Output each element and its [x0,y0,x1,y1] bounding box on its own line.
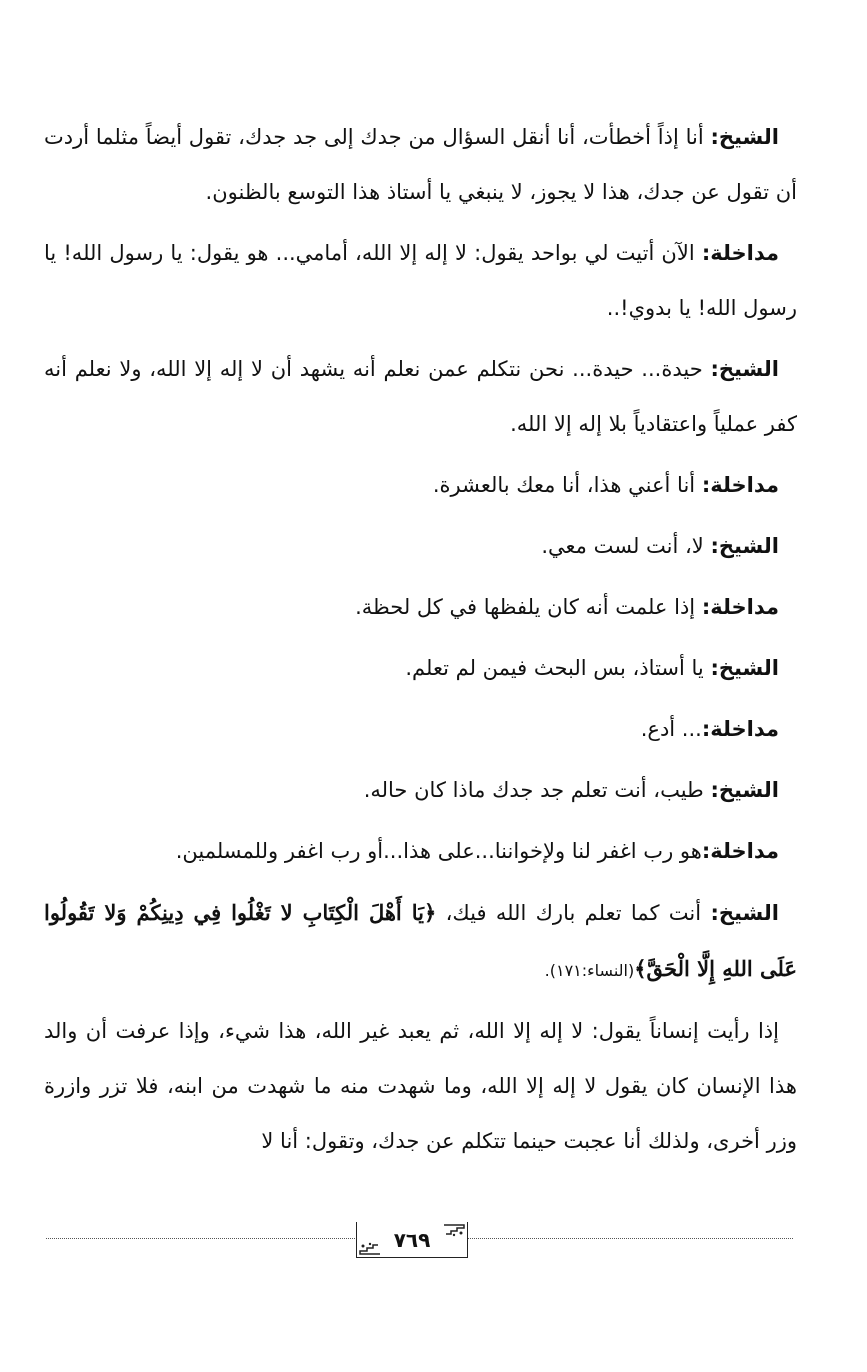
corner-ornament-icon [443,1224,465,1238]
paragraph [44,885,797,998]
speaker-label: مداخلة: [701,241,779,265]
paragraph [44,763,797,818]
paragraph [44,226,797,336]
quran-verse: ﴿يَا أَهْلَ الْكِتَابِ لا تَغْلُوا فِي دِينِكُمْ وَلا تَقُولُوا عَلَى اللهِ إِلَّا الْحَقَّ﴾ [44,900,797,981]
paragraph-text: أنت كما تعلم بارك الله فيك، [436,901,711,925]
speaker-label: الشيخ: [710,534,779,558]
page-number: ٧٦٩ [393,1227,431,1252]
speaker-label: مداخلة: [701,595,779,619]
paragraph-text: يا أستاذ، بس البحث فيمن لم تعلم. [405,656,711,680]
paragraph [44,110,797,220]
paragraph-text: ... أدع. [640,717,702,741]
paragraph [44,641,797,696]
speaker-label: مداخلة: [701,717,779,741]
paragraph [44,702,797,757]
paragraph [44,580,797,635]
speaker-label: الشيخ: [710,357,779,381]
speaker-label: الشيخ: [710,656,779,680]
paragraph-text: هو رب اغفر لنا ولإخواننا...على هذا...أو رب اغفر وللمسلمين. [175,839,702,863]
paragraph-text: حيدة... حيدة... نحن نتكلم عمن نعلم أنه يشهد أن لا إله إلا الله، ولا نعلم أنه كفر عملياً واعتقادياً بلا إله إلا الله. [44,357,797,436]
paragraph [44,519,797,574]
paragraph [44,1004,797,1169]
speaker-label: الشيخ: [710,125,779,149]
paragraph-text: أنا أعني هذا، أنا معك بالعشرة. [432,473,702,497]
paragraph [44,342,797,452]
paragraph-text: إذا رأيت إنساناً يقول: لا إله إلا الله، ثم يعبد غير الله، هذا شيء، وإذا عرفت أن والد هذا الإنسان كان يقول لا إله إلا الله، وما شهدت منه ما شهدت من ابنه، فلا تزر وازرة وزر أخرى، ولذلك أنا عجبت حينما تتكلم عن جدك، وتقول: أنا لا [44,1019,797,1153]
paragraph-text: لا، أنت لست معي. [541,534,711,558]
paragraph-text: الآن أتيت لي بواحد يقول: لا إله إلا الله، أمامي... هو يقول: يا رسول الله! يا رسول الله! يا بدوي!.. [44,241,797,320]
speaker-label: الشيخ: [710,778,779,802]
speaker-label: الشيخ: [710,901,779,925]
page-body [44,110,797,1175]
paragraph [44,458,797,513]
paragraph-text: إذا علمت أنه كان يلفظها في كل لحظة. [355,595,702,619]
corner-ornament-icon [359,1241,381,1255]
verse-reference: (النساء:١٧١). [544,961,635,980]
paragraph-text: طيب، أنت تعلم جد جدك ماذا كان حاله. [363,778,711,802]
speaker-label: مداخلة: [701,473,779,497]
speaker-label: مداخلة: [701,839,779,863]
paragraph [44,824,797,879]
page-number-frame [356,1222,468,1258]
paragraph-text: أنا إذاً أخطأت، أنا أنقل السؤال من جدك إلى جد جدك، تقول أيضاً مثلما أردت أن تقول عن جدك، هذا لا يجوز، لا ينبغي يا أستاذ هذا التوسع بالظنون. [44,125,797,204]
